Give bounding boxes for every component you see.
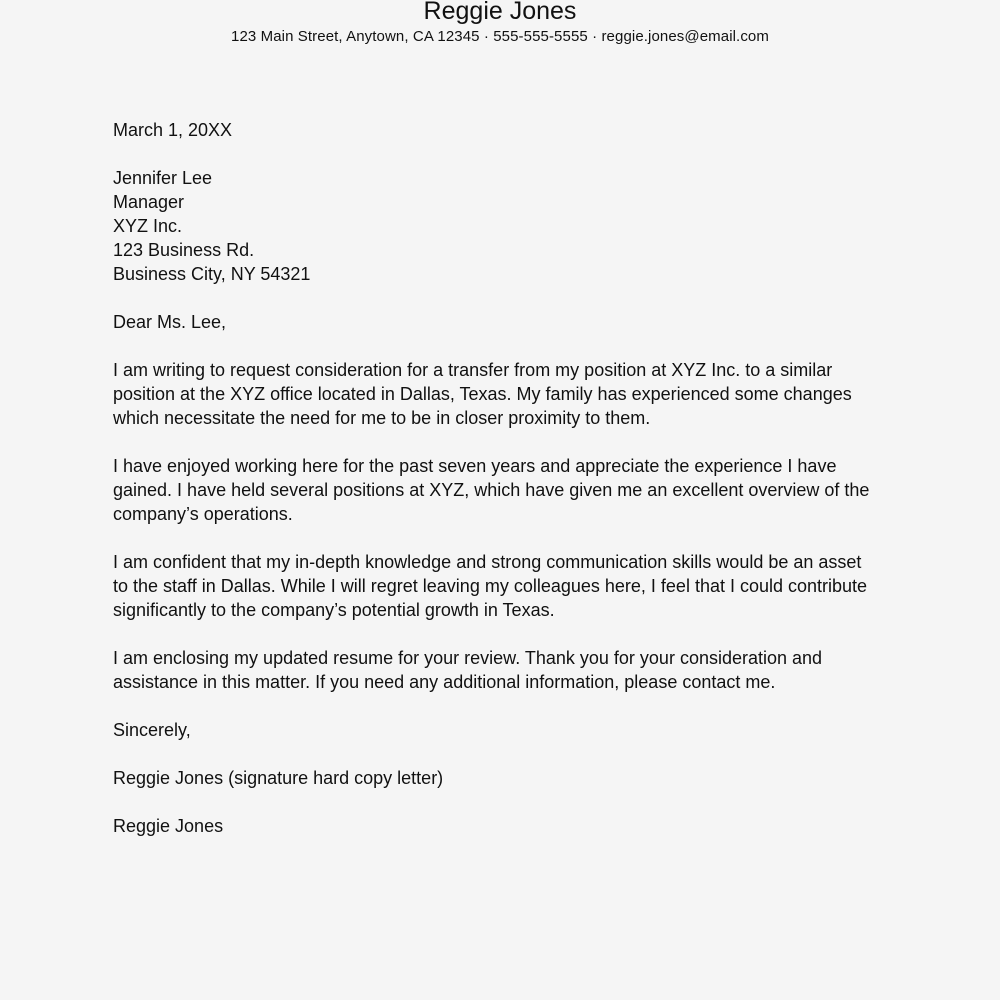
letter-date: March 1, 20XX: [113, 120, 233, 140]
signature: Reggie Jones (signature hard copy letter): [113, 768, 444, 788]
body-paragraph-4: [113, 646, 903, 694]
paragraph-line: significantly to the company’s potential growth in Texas.: [113, 600, 555, 620]
paragraph-line: I am confident that my in-depth knowledge and strong communication skills would be an asset: [113, 552, 862, 572]
recipient-city: Business City, NY 54321: [113, 264, 311, 284]
body-paragraph-1: [113, 358, 903, 430]
paragraph-line: which necessitate the need for me to be in closer proximity to them.: [113, 408, 651, 428]
letter-body: [113, 118, 903, 862]
body-paragraph-3: [113, 550, 903, 622]
paragraph-line: to the staff in Dallas. While I will regret leaving my colleagues here, I feel that I could contribute: [113, 576, 868, 596]
recipient-title: Manager: [113, 192, 185, 212]
recipient-street: 123 Business Rd.: [113, 240, 255, 260]
paragraph-line: gained. I have held several positions at XYZ, which have given me an excellent overview of the: [113, 480, 870, 500]
sender-contact-info: 123 Main Street, Anytown, CA 12345 · 555-555-5555 · reggie.jones@email.com: [231, 28, 769, 45]
paragraph-line: company’s operations.: [113, 504, 293, 524]
salutation: Dear Ms. Lee,: [113, 312, 227, 332]
paragraph-line: position at the XYZ office located in Dallas, Texas. My family has experienced some changes: [113, 384, 852, 404]
recipient-company: XYZ Inc.: [113, 216, 183, 236]
body-paragraph-2: [113, 454, 903, 526]
paragraph-line: I am writing to request consideration for a transfer from my position at XYZ Inc. to a similar: [113, 360, 833, 380]
sender-name: Reggie Jones: [423, 0, 577, 25]
typed-name: Reggie Jones: [113, 816, 224, 836]
recipient-address: [113, 166, 903, 286]
paragraph-line: I am enclosing my updated resume for your review. Thank you for your consideration and: [113, 648, 823, 668]
closing: Sincerely,: [113, 720, 191, 740]
paragraph-line: assistance in this matter. If you need any additional information, please contact me.: [113, 672, 776, 692]
recipient-name: Jennifer Lee: [113, 168, 213, 188]
paragraph-line: I have enjoyed working here for the past seven years and appreciate the experience I have: [113, 456, 837, 476]
